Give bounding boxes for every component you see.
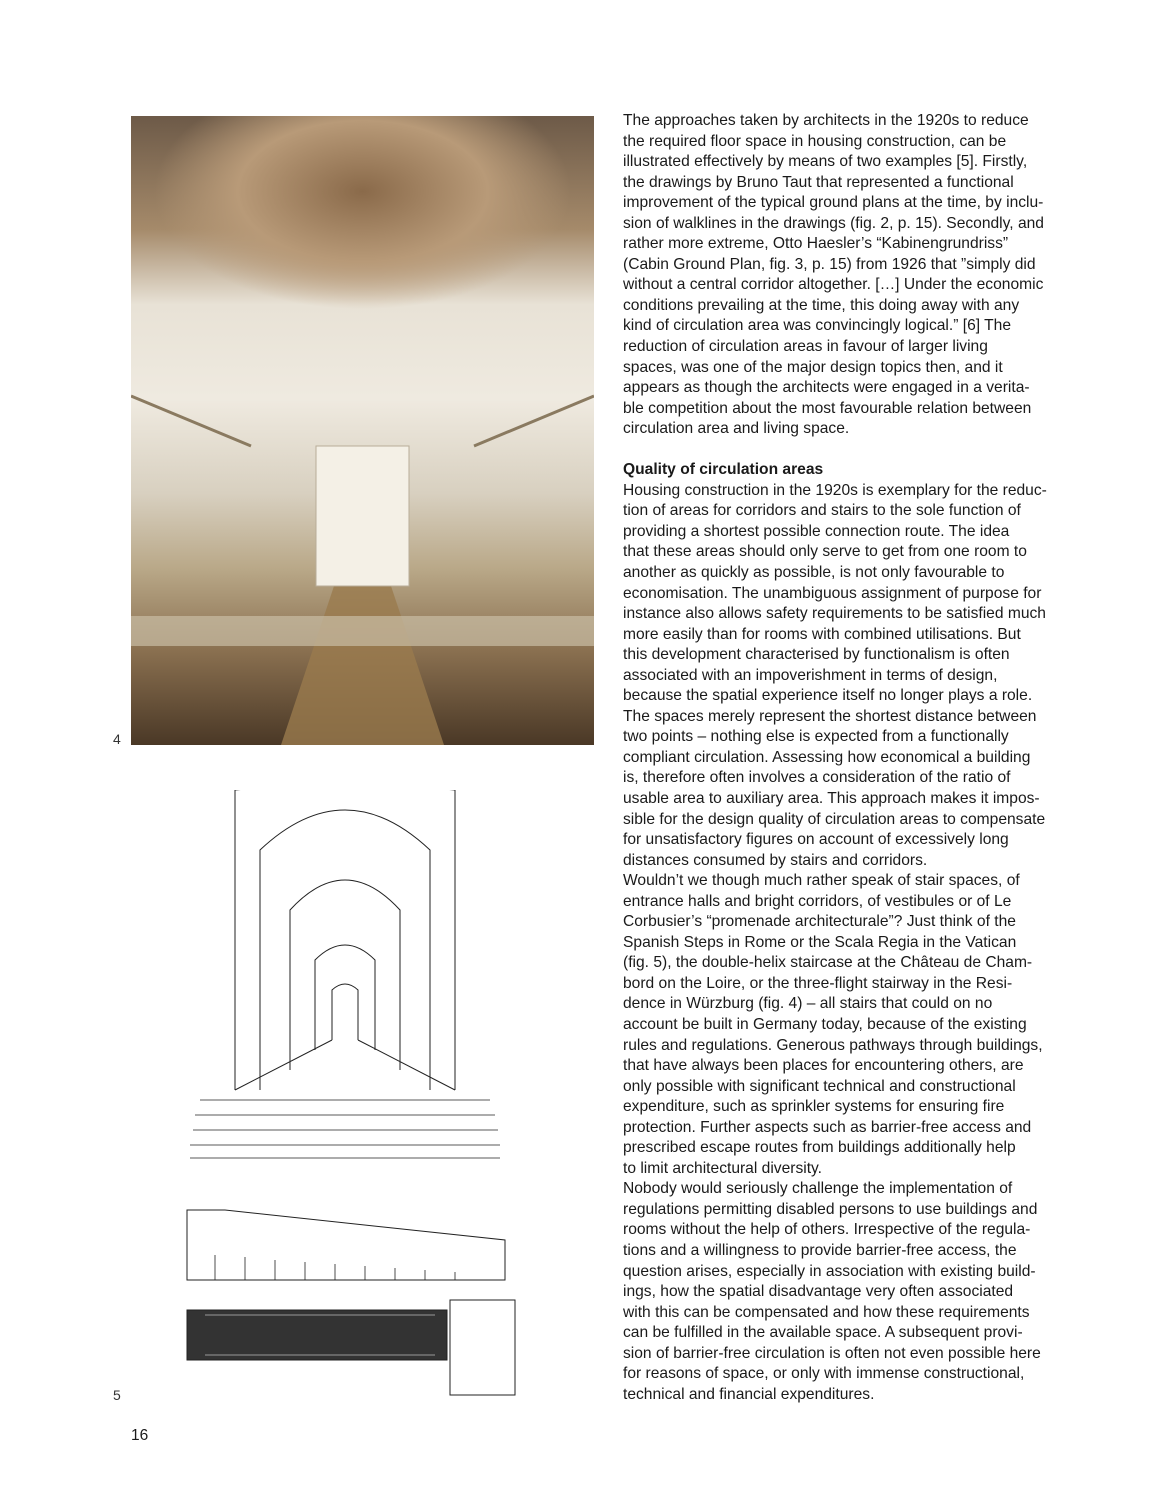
text-line: account be built in Germany today, because of the existing [623, 1016, 1027, 1034]
text-line: prescribed escape routes from buildings additionally help [623, 1139, 1016, 1157]
text-line: without a central corridor altogether. […] Under the economic [623, 276, 1044, 294]
text-line: dence in Würzburg (fig. 4) – all stairs that could on no [623, 995, 993, 1013]
text-line: Nobody would seriously challenge the implementation of [623, 1180, 1013, 1198]
text-line: another as quickly as possible, is not only favourable to [623, 563, 1005, 581]
text-line: this development characterised by functionalism is often [623, 646, 1010, 664]
text-line: expenditure, such as sprinkler systems for ensuring fire [623, 1098, 1005, 1116]
text-line: distances consumed by stairs and corridors. [623, 851, 928, 869]
text-line: improvement of the typical ground plans at the time, by inclu- [623, 194, 1044, 212]
text-line: the required floor space in housing construction, can be [623, 132, 1007, 150]
text-line: Housing construction in the 1920s is exemplary for the reduc- [623, 481, 1047, 499]
text-line: ble competition about the most favourable relation between [623, 399, 1032, 417]
text-line: instance also allows safety requirements to be satisfied much [623, 605, 1046, 623]
text-line: can be fulfilled in the available space. A subsequent provi- [623, 1324, 1023, 1342]
text-line: (Cabin Ground Plan, fig. 3, p. 15) from 1926 that ”simply did [623, 255, 1036, 273]
text-line: two points – nothing else is expected from a functionally [623, 728, 1009, 746]
figure-5-scala-regia-perspective-drawing [190, 790, 500, 1160]
text-line: kind of circulation area was convincingly logical.” [6] The [623, 317, 1012, 335]
text-line: Spanish Steps in Rome or the Scala Regia in the Vatican [623, 933, 1017, 951]
text-line: rules and regulations. Generous pathways through buildings, [623, 1036, 1043, 1054]
text-line: sible for the design quality of circulation areas to compensate [623, 810, 1046, 828]
text-line: for unsatisfactory figures on account of excessively long [623, 831, 1009, 849]
section-heading: Quality of circulation areas [623, 461, 824, 479]
figure-5-label: 5 [113, 1387, 121, 1403]
text-line: technical and financial expenditures. [623, 1385, 875, 1403]
text-line: sion of walklines in the drawings (fig. 2, p. 15). Secondly, and [623, 214, 1044, 232]
text-line: protection. Further aspects such as barrier-free access and [623, 1118, 1032, 1136]
text-line: for reasons of space, or only with immense constructional, [623, 1365, 1025, 1383]
text-line: question arises, especially in association with existing build- [623, 1262, 1036, 1280]
paragraph-1 [623, 111, 1093, 440]
text-line: more easily than for rooms with combined utilisations. But [623, 625, 1021, 643]
text-line: illustrated effectively by means of two examples [5]. Firstly, [623, 153, 1028, 171]
text-line: the drawings by Bruno Taut that represented a functional [623, 173, 1014, 191]
figure-4-label: 4 [113, 731, 121, 747]
text-line: that have always been places for encountering others, are [623, 1057, 1024, 1075]
text-line: rather more extreme, Otto Haesler’s “Kabinengrundriss” [623, 235, 1009, 253]
text-line: rooms without the help of others. Irrespective of the regula- [623, 1221, 1031, 1239]
page-number: 16 [131, 1427, 149, 1444]
text-line: bord on the Loire, or the three-flight stairway in the Resi- [623, 974, 1013, 992]
figure-5-section-and-plan-drawing [185, 1200, 527, 1400]
text-line: associated with an impoverishment in terms of design, [623, 666, 998, 684]
text-line: Corbusier’s “promenade architecturale”? Just think of the [623, 913, 1016, 931]
text-line: tions and a willingness to provide barrier-free access, the [623, 1242, 1017, 1260]
text-line: to limit architectural diversity. [623, 1159, 823, 1177]
text-line: appears as though the architects were engaged in a verita- [623, 379, 1030, 397]
text-line: Wouldn’t we though much rather speak of stair spaces, of [623, 872, 1020, 890]
text-line: entrance halls and bright corridors, of vestibules or of Le [623, 892, 1012, 910]
text-line: compliant circulation. Assessing how economical a building [623, 748, 1031, 766]
text-line: spaces, was one of the major design topics then, and it [623, 358, 1003, 376]
text-line: sion of barrier-free circulation is often not even possible here [623, 1344, 1041, 1362]
text-line: because the spatial experience itself no longer plays a role. [623, 687, 1033, 705]
body-text-column [623, 111, 1093, 1405]
figure-4-wurzburg-staircase-photo [131, 116, 594, 745]
text-line: is, therefore often involves a consideration of the ratio of [623, 769, 1011, 787]
text-line: with this can be compensated and how these requirements [623, 1303, 1030, 1321]
paragraph-2 [623, 481, 1093, 1406]
text-line: ings, how the spatial disadvantage very often associated [623, 1283, 1014, 1301]
text-line: The spaces merely represent the shortest distance between [623, 707, 1037, 725]
text-line: regulations permitting disabled persons to use buildings and [623, 1200, 1038, 1218]
text-line: only possible with significant technical and constructional [623, 1077, 1016, 1095]
text-line: (fig. 5), the double-helix staircase at the Château de Cham- [623, 954, 1033, 972]
text-line: circulation area and living space. [623, 420, 850, 438]
text-line: usable area to auxiliary area. This approach makes it impos- [623, 790, 1040, 807]
text-line: reduction of circulation areas in favour of larger living [623, 338, 988, 356]
text-line: conditions prevailing at the time, this doing away with any [623, 296, 1020, 314]
text-line: tion of areas for corridors and stairs to the sole function of [623, 502, 1021, 520]
text-line: that these areas should only serve to get from one room to [623, 543, 1027, 561]
text-line: providing a shortest possible connection route. The idea [623, 522, 1010, 540]
text-line: The approaches taken by architects in the 1920s to reduce [623, 112, 1029, 129]
text-line: economisation. The unambiguous assignment of purpose for [623, 584, 1042, 602]
